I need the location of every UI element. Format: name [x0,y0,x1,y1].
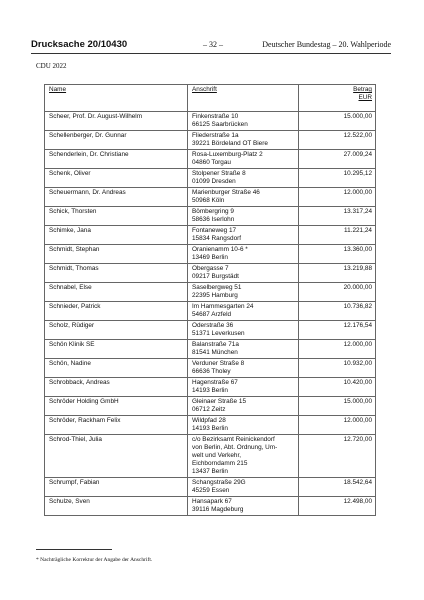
donor-address [188,478,299,497]
table-row [45,497,376,516]
address-line: Obergasse 7 [192,265,229,272]
donor-name: Scheer, Prof. Dr. August-Wilhelm [45,112,188,131]
address-line: 58636 Iserlohn [192,216,235,223]
table-row [45,207,376,226]
table-row [45,188,376,207]
donor-address [188,283,299,302]
address-line: 13469 Berlin [192,254,228,261]
donor-name: Scheuermann, Dr. Andreas [45,188,188,207]
donor-address [188,131,299,150]
donor-address [188,378,299,397]
address-line: Verduner Straße 8 [192,360,245,367]
party-year-heading: CDU 2022 [36,62,67,70]
address-line: Rosa-Luxemburg-Platz 2 [192,151,263,158]
table-row [45,478,376,497]
footnote-rule [36,549,112,550]
donor-address [188,207,299,226]
table-row [45,245,376,264]
donor-address [188,435,299,478]
address-line: Eichborndamm 215 [192,460,248,467]
donor-name: Schmidt, Stephan [45,245,188,264]
address-line: Stolpener Straße 8 [192,170,246,177]
donation-amount: 15.000,00 [299,397,376,416]
table-row [45,264,376,283]
address-line: 51371 Leverkusen [192,330,245,337]
donor-address [188,321,299,340]
footnote: * Nachträgliche Korrektur der Angabe der Anschrift. [36,557,153,563]
donation-amount: 27.009,24 [299,150,376,169]
donor-name: Schick, Thorsten [45,207,188,226]
donor-name: Schmidt, Thomas [45,264,188,283]
donation-amount: 12.522,00 [299,131,376,150]
donation-amount: 15.000,00 [299,112,376,131]
donation-amount: 10.420,00 [299,378,376,397]
donor-address [188,150,299,169]
drucksache-number: 10430 [100,39,128,50]
publisher-line: Deutscher Bundestag – 20. Wahlperiode [262,40,391,49]
address-line: 01099 Dresden [192,178,236,185]
address-line: Schangstraße 29G [192,479,246,486]
donor-name: Schnabel, Else [45,283,188,302]
column-header-amount: Betrag EUR [299,85,376,112]
table-row [45,302,376,321]
address-line: Fliederstraße 1a [192,132,239,139]
donor-name: Schrod-Thiel, Julia [45,435,188,478]
donation-amount: 12.720,00 [299,435,376,478]
donation-amount: 13.219,88 [299,264,376,283]
donor-address [188,302,299,321]
address-line: 09217 Burgstädt [192,273,239,280]
address-line: Oderstraße 36 [192,322,234,329]
address-line: Gleinaer Straße 15 [192,398,246,405]
donation-amount: 12.000,00 [299,416,376,435]
table-row [45,226,376,245]
donation-amount: 11.221,24 [299,226,376,245]
address-line: Bömbergring 9 [192,208,234,215]
address-line: 14193 Berlin [192,387,228,394]
donor-name: Schenderlein, Dr. Christiane [45,150,188,169]
address-line: 06712 Zeitz [192,406,226,413]
address-line: 39221 Bördeland OT Biere [192,140,268,147]
table-row [45,283,376,302]
address-line: 66636 Tholey [192,368,231,375]
table-row [45,359,376,378]
donor-address [188,264,299,283]
address-line: 45259 Essen [192,487,230,494]
table-row [45,416,376,435]
address-line: welt und Verkehr, [192,452,242,459]
drucksache-label: Drucksache 20/ [31,39,101,50]
donation-amount: 13.360,00 [299,245,376,264]
donation-amount: 12.176,54 [299,321,376,340]
donor-name: Schenk, Oliver [45,169,188,188]
donor-address [188,112,299,131]
donation-amount: 10.295,12 [299,169,376,188]
donation-amount: 12.000,00 [299,188,376,207]
column-header-name: Name [45,85,188,112]
address-line: Im Hammesgarten 24 [192,303,254,310]
page-header [31,39,391,53]
address-line: 66125 Saarbrücken [192,121,248,128]
donor-name: Schulze, Sven [45,497,188,516]
table-row [45,321,376,340]
column-header-address: Anschrift [188,85,299,112]
donation-amount: 12.498,00 [299,497,376,516]
address-line: Hagenstraße 67 [192,379,238,386]
table-row [45,131,376,150]
address-line: Marienburger Straße 46 [192,189,260,196]
address-line: Wildpfad 28 [192,417,226,424]
address-line: Balanstraße 71a [192,341,239,348]
table-body [45,112,376,516]
donation-amount: 12.000,00 [299,340,376,359]
donor-name: Schellenberger, Dr. Gunnar [45,131,188,150]
drucksache-id [31,39,127,50]
address-line: 39116 Magdeburg [192,506,244,513]
donor-name: Scholz, Rüdiger [45,321,188,340]
address-line: 14193 Berlin [192,425,228,432]
donor-name: Schimke, Jana [45,226,188,245]
donor-address [188,169,299,188]
donor-address [188,245,299,264]
table-row [45,169,376,188]
page-number: – 32 – [203,40,223,49]
table-header-row [45,85,376,112]
donations-table [44,84,376,516]
donor-name: Schrobback, Andreas [45,378,188,397]
donation-amount: 18.542,64 [299,478,376,497]
donor-name: Schröder Holding GmbH [45,397,188,416]
donor-address [188,497,299,516]
address-line: 81541 München [192,349,238,356]
donor-name: Schön Klinik SE [45,340,188,359]
address-line: 13437 Berlin [192,468,228,475]
donor-name: Schröder, Rackham Felix [45,416,188,435]
table-row [45,150,376,169]
header-rule [31,53,391,54]
address-line: 22395 Hamburg [192,292,238,299]
donation-amount: 10.932,00 [299,359,376,378]
address-line: Oranienamm 10-6 * [192,246,248,253]
donor-name: Schön, Nadine [45,359,188,378]
address-line: 50968 Köln [192,197,225,204]
table-row [45,340,376,359]
address-line: 15834 Rangsdorf [192,235,242,242]
address-line: Saselbergweg 51 [192,284,242,291]
table-row [45,397,376,416]
table-row [45,112,376,131]
donor-address [188,359,299,378]
donor-address [188,188,299,207]
address-line: 54687 Arzfeld [192,311,232,318]
donor-name: Schrumpf, Fabian [45,478,188,497]
address-line: von Berlin, Abt. Ordnung, Um- [192,444,278,451]
donor-name: Schnieder, Patrick [45,302,188,321]
address-line: Hansapark 67 [192,498,232,505]
donation-amount: 13.317,24 [299,207,376,226]
table-row [45,378,376,397]
address-line: Fontaneweg 17 [192,227,237,234]
donor-address [188,226,299,245]
donor-address [188,397,299,416]
address-line: c/o Bezirksamt Reinickendorf [192,436,275,443]
donor-address [188,416,299,435]
address-line: 04860 Torgau [192,159,231,166]
donation-amount: 20.000,00 [299,283,376,302]
donor-address [188,340,299,359]
donation-amount: 10.736,82 [299,302,376,321]
address-line: Finkenstraße 10 [192,113,239,120]
table-row [45,435,376,478]
